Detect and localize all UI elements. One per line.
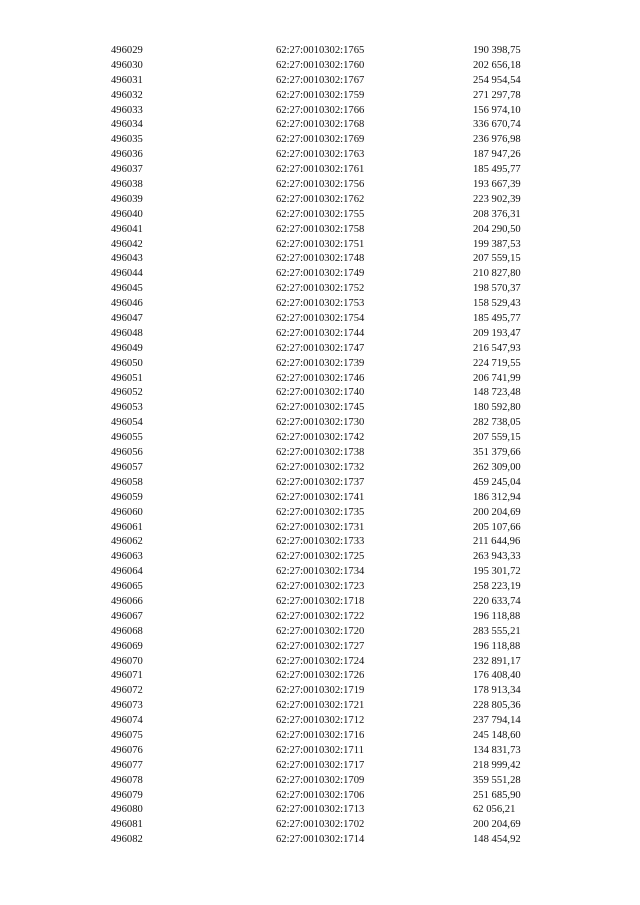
amount-value: 351 379,66	[473, 447, 521, 459]
row-number: 496046	[111, 298, 143, 310]
cadastral-number: 62:27:0010302:1745	[276, 402, 365, 414]
amount-value: 176 408,40	[473, 670, 521, 682]
cadastral-number: 62:27:0010302:1726	[276, 670, 365, 682]
amount-value: 228 805,36	[473, 700, 521, 712]
amount-value: 187 947,26	[473, 149, 521, 161]
cadastral-number: 62:27:0010302:1741	[276, 491, 365, 503]
cadastral-number: 62:27:0010302:1702	[276, 819, 365, 831]
cadastral-number: 62:27:0010302:1748	[276, 253, 365, 265]
row-number: 496069	[111, 640, 143, 652]
row-number: 496045	[111, 283, 143, 295]
amount-value: 236 976,98	[473, 134, 521, 146]
amount-value: 156 974,10	[473, 104, 521, 116]
amount-value: 180 592,80	[473, 402, 521, 414]
table-row	[0, 148, 640, 163]
table-row	[0, 669, 640, 684]
amount-value: 196 118,88	[473, 610, 521, 622]
amount-value: 185 495,77	[473, 164, 521, 176]
cadastral-number: 62:27:0010302:1751	[276, 238, 365, 250]
cadastral-number: 62:27:0010302:1760	[276, 59, 365, 71]
row-number: 496050	[111, 357, 143, 369]
row-number: 496066	[111, 595, 143, 607]
cadastral-number: 62:27:0010302:1749	[276, 268, 365, 280]
amount-value: 282 738,05	[473, 417, 521, 429]
amount-value: 196 118,88	[473, 640, 521, 652]
amount-value: 251 685,90	[473, 789, 521, 801]
cadastral-number: 62:27:0010302:1713	[276, 804, 365, 816]
table-row	[0, 476, 640, 491]
cadastral-number: 62:27:0010302:1766	[276, 104, 365, 116]
table-row	[0, 744, 640, 759]
table-row	[0, 416, 640, 431]
amount-value: 245 148,60	[473, 729, 521, 741]
amount-value: 208 376,31	[473, 208, 521, 220]
cadastral-number: 62:27:0010302:1737	[276, 476, 365, 488]
cadastral-number: 62:27:0010302:1755	[276, 208, 365, 220]
row-number: 496061	[111, 521, 143, 533]
cadastral-number: 62:27:0010302:1769	[276, 134, 365, 146]
amount-value: 148 723,48	[473, 387, 521, 399]
cadastral-number: 62:27:0010302:1722	[276, 610, 365, 622]
cadastral-number: 62:27:0010302:1768	[276, 119, 365, 131]
row-number: 496049	[111, 342, 143, 354]
cadastral-number: 62:27:0010302:1742	[276, 432, 365, 444]
row-number: 496057	[111, 461, 143, 473]
table-row	[0, 208, 640, 223]
row-number: 496065	[111, 581, 143, 593]
table-row	[0, 357, 640, 372]
cadastral-number: 62:27:0010302:1709	[276, 774, 365, 786]
row-number: 496039	[111, 193, 143, 205]
cadastral-number: 62:27:0010302:1763	[276, 149, 365, 161]
row-number: 496080	[111, 804, 143, 816]
cadastral-number: 62:27:0010302:1718	[276, 595, 365, 607]
row-number: 496073	[111, 700, 143, 712]
cadastral-number: 62:27:0010302:1719	[276, 685, 365, 697]
amount-value: 134 831,73	[473, 744, 521, 756]
amount-value: 148 454,92	[473, 834, 521, 846]
cadastral-number: 62:27:0010302:1753	[276, 298, 365, 310]
cadastral-number: 62:27:0010302:1717	[276, 759, 365, 771]
table-row	[0, 372, 640, 387]
amount-value: 459 245,04	[473, 476, 521, 488]
row-number: 496070	[111, 655, 143, 667]
table-row	[0, 312, 640, 327]
table-row	[0, 89, 640, 104]
amount-value: 158 529,43	[473, 298, 521, 310]
cadastral-number: 62:27:0010302:1756	[276, 179, 365, 191]
row-number: 496056	[111, 447, 143, 459]
row-number: 496054	[111, 417, 143, 429]
cadastral-number: 62:27:0010302:1721	[276, 700, 365, 712]
cadastral-number: 62:27:0010302:1758	[276, 223, 365, 235]
table-row	[0, 565, 640, 580]
row-number: 496037	[111, 164, 143, 176]
table-row	[0, 595, 640, 610]
row-number: 496077	[111, 759, 143, 771]
amount-value: 216 547,93	[473, 342, 521, 354]
amount-value: 195 301,72	[473, 566, 521, 578]
table-row	[0, 163, 640, 178]
row-number: 496064	[111, 566, 143, 578]
table-row	[0, 774, 640, 789]
cadastral-number: 62:27:0010302:1725	[276, 551, 365, 563]
amount-value: 224 719,55	[473, 357, 521, 369]
amount-value: 209 193,47	[473, 327, 521, 339]
row-number: 496079	[111, 789, 143, 801]
cadastral-number: 62:27:0010302:1734	[276, 566, 365, 578]
table-row	[0, 461, 640, 476]
row-number: 496034	[111, 119, 143, 131]
table-row	[0, 267, 640, 282]
amount-value: 186 312,94	[473, 491, 521, 503]
amount-value: 178 913,34	[473, 685, 521, 697]
cadastral-number: 62:27:0010302:1754	[276, 313, 365, 325]
table-row	[0, 655, 640, 670]
table-row	[0, 431, 640, 446]
row-number: 496053	[111, 402, 143, 414]
row-number: 496033	[111, 104, 143, 116]
table-row	[0, 714, 640, 729]
row-number: 496035	[111, 134, 143, 146]
cadastral-number: 62:27:0010302:1730	[276, 417, 365, 429]
cadastral-number: 62:27:0010302:1746	[276, 372, 365, 384]
amount-value: 198 570,37	[473, 283, 521, 295]
row-number: 496038	[111, 179, 143, 191]
table-row	[0, 610, 640, 625]
row-number: 496055	[111, 432, 143, 444]
amount-value: 263 943,33	[473, 551, 521, 563]
amount-value: 336 670,74	[473, 119, 521, 131]
table-row	[0, 550, 640, 565]
amount-value: 211 644,96	[473, 536, 521, 548]
cadastral-number: 62:27:0010302:1727	[276, 640, 365, 652]
cadastral-number: 62:27:0010302:1747	[276, 342, 365, 354]
table-row	[0, 44, 640, 59]
amount-value: 218 999,42	[473, 759, 521, 771]
amount-value: 237 794,14	[473, 715, 521, 727]
table-row	[0, 74, 640, 89]
amount-value: 185 495,77	[473, 313, 521, 325]
row-number: 496030	[111, 59, 143, 71]
table-row	[0, 491, 640, 506]
row-number: 496040	[111, 208, 143, 220]
row-number: 496031	[111, 74, 143, 86]
table-row	[0, 521, 640, 536]
cadastral-number: 62:27:0010302:1752	[276, 283, 365, 295]
row-number: 496081	[111, 819, 143, 831]
row-number: 496032	[111, 89, 143, 101]
row-number: 496076	[111, 744, 143, 756]
row-number: 496082	[111, 834, 143, 846]
table-row	[0, 506, 640, 521]
cadastral-number: 62:27:0010302:1744	[276, 327, 365, 339]
table-row	[0, 535, 640, 550]
table-row	[0, 818, 640, 833]
table-row	[0, 223, 640, 238]
row-number: 496047	[111, 313, 143, 325]
row-number: 496058	[111, 476, 143, 488]
cadastral-number: 62:27:0010302:1761	[276, 164, 365, 176]
table-row	[0, 729, 640, 744]
row-number: 496052	[111, 387, 143, 399]
row-number: 496051	[111, 372, 143, 384]
data-table	[0, 44, 640, 848]
amount-value: 207 559,15	[473, 253, 521, 265]
row-number: 496042	[111, 238, 143, 250]
amount-value: 193 667,39	[473, 179, 521, 191]
cadastral-number: 62:27:0010302:1720	[276, 625, 365, 637]
table-row	[0, 104, 640, 119]
table-row	[0, 759, 640, 774]
table-row	[0, 282, 640, 297]
row-number: 496043	[111, 253, 143, 265]
cadastral-number: 62:27:0010302:1767	[276, 74, 365, 86]
amount-value: 223 902,39	[473, 193, 521, 205]
table-row	[0, 238, 640, 253]
cadastral-number: 62:27:0010302:1762	[276, 193, 365, 205]
row-number: 496068	[111, 625, 143, 637]
amount-value: 262 309,00	[473, 461, 521, 473]
row-number: 496063	[111, 551, 143, 563]
row-number: 496071	[111, 670, 143, 682]
cadastral-number: 62:27:0010302:1731	[276, 521, 365, 533]
table-row	[0, 789, 640, 804]
cadastral-number: 62:27:0010302:1759	[276, 89, 365, 101]
cadastral-number: 62:27:0010302:1735	[276, 506, 365, 518]
row-number: 496048	[111, 327, 143, 339]
cadastral-number: 62:27:0010302:1733	[276, 536, 365, 548]
table-row	[0, 625, 640, 640]
cadastral-number: 62:27:0010302:1740	[276, 387, 365, 399]
amount-value: 220 633,74	[473, 595, 521, 607]
table-row	[0, 118, 640, 133]
table-row	[0, 193, 640, 208]
amount-value: 204 290,50	[473, 223, 521, 235]
table-row	[0, 252, 640, 267]
cadastral-number: 62:27:0010302:1739	[276, 357, 365, 369]
amount-value: 359 551,28	[473, 774, 521, 786]
row-number: 496060	[111, 506, 143, 518]
amount-value: 258 223,19	[473, 581, 521, 593]
table-row	[0, 133, 640, 148]
cadastral-number: 62:27:0010302:1711	[276, 744, 364, 756]
amount-value: 254 954,54	[473, 74, 521, 86]
amount-value: 62 056,21	[473, 804, 516, 816]
table-row	[0, 178, 640, 193]
amount-value: 199 387,53	[473, 238, 521, 250]
amount-value: 200 204,69	[473, 506, 521, 518]
cadastral-number: 62:27:0010302:1724	[276, 655, 365, 667]
table-row	[0, 59, 640, 74]
table-row	[0, 297, 640, 312]
row-number: 496062	[111, 536, 143, 548]
cadastral-number: 62:27:0010302:1723	[276, 581, 365, 593]
amount-value: 283 555,21	[473, 625, 521, 637]
row-number: 496074	[111, 715, 143, 727]
row-number: 496075	[111, 729, 143, 741]
amount-value: 207 559,15	[473, 432, 521, 444]
row-number: 496044	[111, 268, 143, 280]
cadastral-number: 62:27:0010302:1765	[276, 45, 365, 56]
row-number: 496059	[111, 491, 143, 503]
amount-value: 200 204,69	[473, 819, 521, 831]
table-row	[0, 699, 640, 714]
amount-value: 202 656,18	[473, 59, 521, 71]
row-number: 496078	[111, 774, 143, 786]
table-row	[0, 327, 640, 342]
table-row	[0, 833, 640, 848]
row-number: 496029	[111, 45, 143, 56]
table-row	[0, 401, 640, 416]
table-row	[0, 684, 640, 699]
row-number: 496072	[111, 685, 143, 697]
cadastral-number: 62:27:0010302:1738	[276, 447, 365, 459]
amount-value: 206 741,99	[473, 372, 521, 384]
table-row	[0, 803, 640, 818]
table-row	[0, 446, 640, 461]
amount-value: 205 107,66	[473, 521, 521, 533]
cadastral-number: 62:27:0010302:1706	[276, 789, 365, 801]
table-row	[0, 580, 640, 595]
table-row	[0, 640, 640, 655]
table-row	[0, 386, 640, 401]
amount-value: 271 297,78	[473, 89, 521, 101]
table-row	[0, 342, 640, 357]
cadastral-number: 62:27:0010302:1732	[276, 461, 365, 473]
amount-value: 210 827,80	[473, 268, 521, 280]
row-number: 496036	[111, 149, 143, 161]
amount-value: 190 398,75	[473, 45, 521, 56]
cadastral-number: 62:27:0010302:1714	[276, 834, 365, 846]
row-number: 496041	[111, 223, 143, 235]
cadastral-number: 62:27:0010302:1712	[276, 715, 365, 727]
amount-value: 232 891,17	[473, 655, 521, 667]
cadastral-number: 62:27:0010302:1716	[276, 729, 365, 741]
row-number: 496067	[111, 610, 143, 622]
